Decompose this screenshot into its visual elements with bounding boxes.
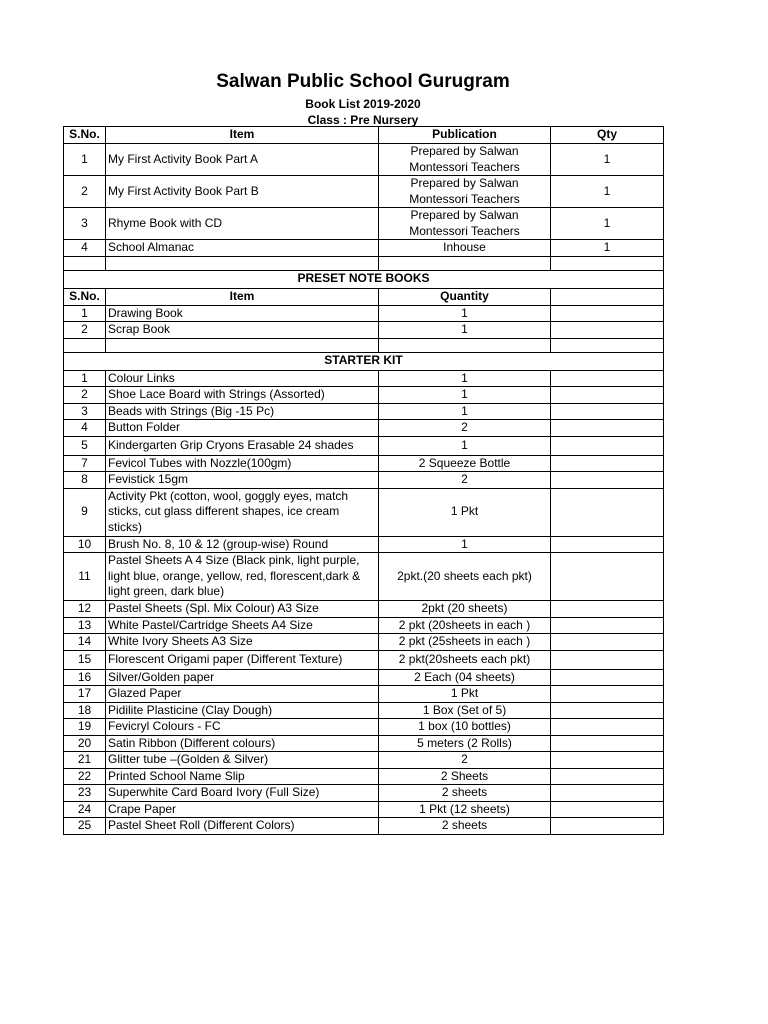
serial-number: 20 [64,735,106,752]
starter-kit-row [64,420,664,437]
starter-kit-row [64,650,664,669]
starter-kit-row [64,634,664,651]
column-header: Qty [551,127,664,144]
blank-cell [64,338,106,352]
item-name: Beads with Strings (Big -15 Pc) [106,403,379,420]
serial-number: 12 [64,601,106,618]
serial-number: 18 [64,702,106,719]
starter-kit-row [64,719,664,736]
item-name: Printed School Name Slip [106,768,379,785]
starter-kit-row [64,553,664,601]
column-header: Item [106,127,379,144]
item-name: Kindergarten Grip Cryons Erasable 24 shades [106,436,379,455]
blank-cell [551,719,664,736]
publication [379,240,551,257]
starter-kit-row [64,436,664,455]
quantity: 2 sheets [379,785,551,802]
blank-row [64,256,664,270]
starter-kit-row [64,752,664,769]
notebook-row [64,322,664,339]
quantity: 1 Pkt [379,488,551,536]
book-row [64,240,664,257]
quantity: 2 [379,420,551,437]
quantity: 2pkt.(20 sheets each pkt) [379,553,551,601]
serial-number: 5 [64,436,106,455]
book-row [64,144,664,176]
blank-cell [379,338,551,352]
blank-cell [64,256,106,270]
serial-number: 8 [64,472,106,489]
item-name: Rhyme Book with CD [106,208,379,240]
blank-cell [551,403,664,420]
publication-line: Montessori Teachers [409,191,520,206]
blank-cell [551,472,664,489]
quantity: 1 [551,240,664,257]
blank-cell [551,686,664,703]
quantity: 1 Pkt [379,686,551,703]
book-list-body [64,127,664,835]
starter-kit-row [64,801,664,818]
blank-cell [551,387,664,404]
starter-kit-row [64,536,664,553]
column-header: Publication [379,127,551,144]
blank-cell [551,768,664,785]
quantity: 2 pkt (25sheets in each ) [379,634,551,651]
serial-number: 17 [64,686,106,703]
starter-kit-row [64,403,664,420]
quantity: 1 [379,536,551,553]
item-name: Drawing Book [106,305,379,322]
starter-kit-row [64,455,664,472]
blank-cell [551,801,664,818]
serial-number: 19 [64,719,106,736]
blank-cell [551,256,664,270]
starter-kit-row [64,686,664,703]
blank-cell [551,420,664,437]
blank-cell [551,650,664,669]
quantity: 2 [379,472,551,489]
item-name: School Almanac [106,240,379,257]
publication-line: Montessori Teachers [409,223,520,238]
item-name: Colour Links [106,370,379,387]
blank-cell [551,752,664,769]
blank-cell [551,305,664,322]
quantity: 1 [551,176,664,208]
item-name: Superwhite Card Board Ivory (Full Size) [106,785,379,802]
item-name: Pastel Sheets (Spl. Mix Colour) A3 Size [106,601,379,618]
serial-number: 2 [64,322,106,339]
item-name: My First Activity Book Part B [106,176,379,208]
quantity: 1 [379,387,551,404]
quantity: 1 [379,370,551,387]
column-header [551,288,664,305]
serial-number: 15 [64,650,106,669]
blank-cell [551,735,664,752]
publication-line: Montessori Teachers [409,159,520,174]
starter-kit-row [64,387,664,404]
blank-cell [551,370,664,387]
starter-kit-row [64,472,664,489]
notebook-row [64,305,664,322]
books-header-row [64,127,664,144]
quantity: 2 pkt(20sheets each pkt) [379,650,551,669]
item-name: Fevistick 15gm [106,472,379,489]
starter-kit-row [64,617,664,634]
item-name: Brush No. 8, 10 & 12 (group-wise) Round [106,536,379,553]
quantity: 1 [551,144,664,176]
serial-number: 3 [64,208,106,240]
quantity: 1 [379,305,551,322]
quantity: 1 Box (Set of 5) [379,702,551,719]
item-name: Satin Ribbon (Different colours) [106,735,379,752]
publication-line: Prepared by Salwan [410,176,519,190]
serial-number: 22 [64,768,106,785]
blank-cell [106,256,379,270]
blank-cell [551,436,664,455]
book-list-table [63,126,664,835]
serial-number: 11 [64,553,106,601]
quantity: 2 Sheets [379,768,551,785]
publication-line: Inhouse [443,240,486,254]
serial-number: 24 [64,801,106,818]
blank-cell [551,818,664,835]
serial-number: 4 [64,240,106,257]
quantity: 2 Each (04 sheets) [379,669,551,686]
blank-cell [551,785,664,802]
blank-cell [551,553,664,601]
item-name: White Ivory Sheets A3 Size [106,634,379,651]
item-name: Pidilite Plasticine (Clay Dough) [106,702,379,719]
item-name: Button Folder [106,420,379,437]
starter-kit-row [64,669,664,686]
item-name: Florescent Origami paper (Different Texture) [106,650,379,669]
starter-kit-row [64,601,664,618]
book-list-year: Book List 2019-2020 [305,97,421,111]
starter-kit-row [64,735,664,752]
serial-number: 13 [64,617,106,634]
section-header-row [64,352,664,370]
item-name: Pastel Sheets A 4 Size (Black pink, light purple, light blue, orange, yellow, red, florescent,dark & light green, dark blue) [106,553,379,601]
publication [379,144,551,176]
serial-number: 21 [64,752,106,769]
blank-row [64,338,664,352]
publication-line: Prepared by Salwan [410,144,519,158]
quantity: 1 box (10 bottles) [379,719,551,736]
serial-number: 25 [64,818,106,835]
serial-number: 7 [64,455,106,472]
blank-cell [379,256,551,270]
item-name: Fevicryl Colours - FC [106,719,379,736]
serial-number: 14 [64,634,106,651]
column-header: S.No. [64,127,106,144]
serial-number: 10 [64,536,106,553]
blank-cell [551,322,664,339]
serial-number: 2 [64,176,106,208]
publication [379,208,551,240]
quantity: 2pkt (20 sheets) [379,601,551,618]
publication [379,176,551,208]
publication-line: Prepared by Salwan [410,208,519,222]
item-name: Glazed Paper [106,686,379,703]
quantity: 2 Squeeze Bottle [379,455,551,472]
blank-cell [551,338,664,352]
serial-number: 3 [64,403,106,420]
serial-number: 4 [64,420,106,437]
item-name: Silver/Golden paper [106,669,379,686]
column-header: Quantity [379,288,551,305]
column-header: Item [106,288,379,305]
item-name: Fevicol Tubes with Nozzle(100gm) [106,455,379,472]
quantity: 1 [551,208,664,240]
blank-cell [551,536,664,553]
book-row [64,208,664,240]
serial-number: 1 [64,144,106,176]
blank-cell [551,455,664,472]
item-name: Glitter tube –(Golden & Silver) [106,752,379,769]
blank-cell [551,617,664,634]
serial-number: 1 [64,370,106,387]
section-title: PRESET NOTE BOOKS [64,270,664,288]
item-name: Activity Pkt (cotton, wool, goggly eyes, match sticks, cut glass different shapes, ice cream sticks) [106,488,379,536]
blank-cell [551,702,664,719]
starter-kit-row [64,702,664,719]
starter-kit-row [64,370,664,387]
blank-cell [551,488,664,536]
starter-kit-row [64,785,664,802]
notebooks-header-row [64,288,664,305]
item-name: My First Activity Book Part A [106,144,379,176]
item-name: Pastel Sheet Roll (Different Colors) [106,818,379,835]
class-name: Class : Pre Nursery [307,113,419,127]
item-name: Shoe Lace Board with Strings (Assorted) [106,387,379,404]
quantity: 5 meters (2 Rolls) [379,735,551,752]
blank-cell [551,669,664,686]
section-title: STARTER KIT [64,352,664,370]
quantity: 1 Pkt (12 sheets) [379,801,551,818]
blank-cell [106,338,379,352]
book-row [64,176,664,208]
blank-cell [551,634,664,651]
school-title: Salwan Public School Gurugram [216,71,510,92]
item-name: White Pastel/Cartridge Sheets A4 Size [106,617,379,634]
quantity: 2 sheets [379,818,551,835]
serial-number: 1 [64,305,106,322]
quantity: 2 [379,752,551,769]
starter-kit-row [64,768,664,785]
starter-kit-row [64,488,664,536]
serial-number: 2 [64,387,106,404]
quantity: 1 [379,436,551,455]
quantity: 1 [379,322,551,339]
quantity: 2 pkt (20sheets in each ) [379,617,551,634]
serial-number: 9 [64,488,106,536]
section-header-row [64,270,664,288]
serial-number: 16 [64,669,106,686]
serial-number: 23 [64,785,106,802]
blank-cell [551,601,664,618]
column-header: S.No. [64,288,106,305]
quantity: 1 [379,403,551,420]
item-name: Scrap Book [106,322,379,339]
starter-kit-row [64,818,664,835]
item-name: Crape Paper [106,801,379,818]
